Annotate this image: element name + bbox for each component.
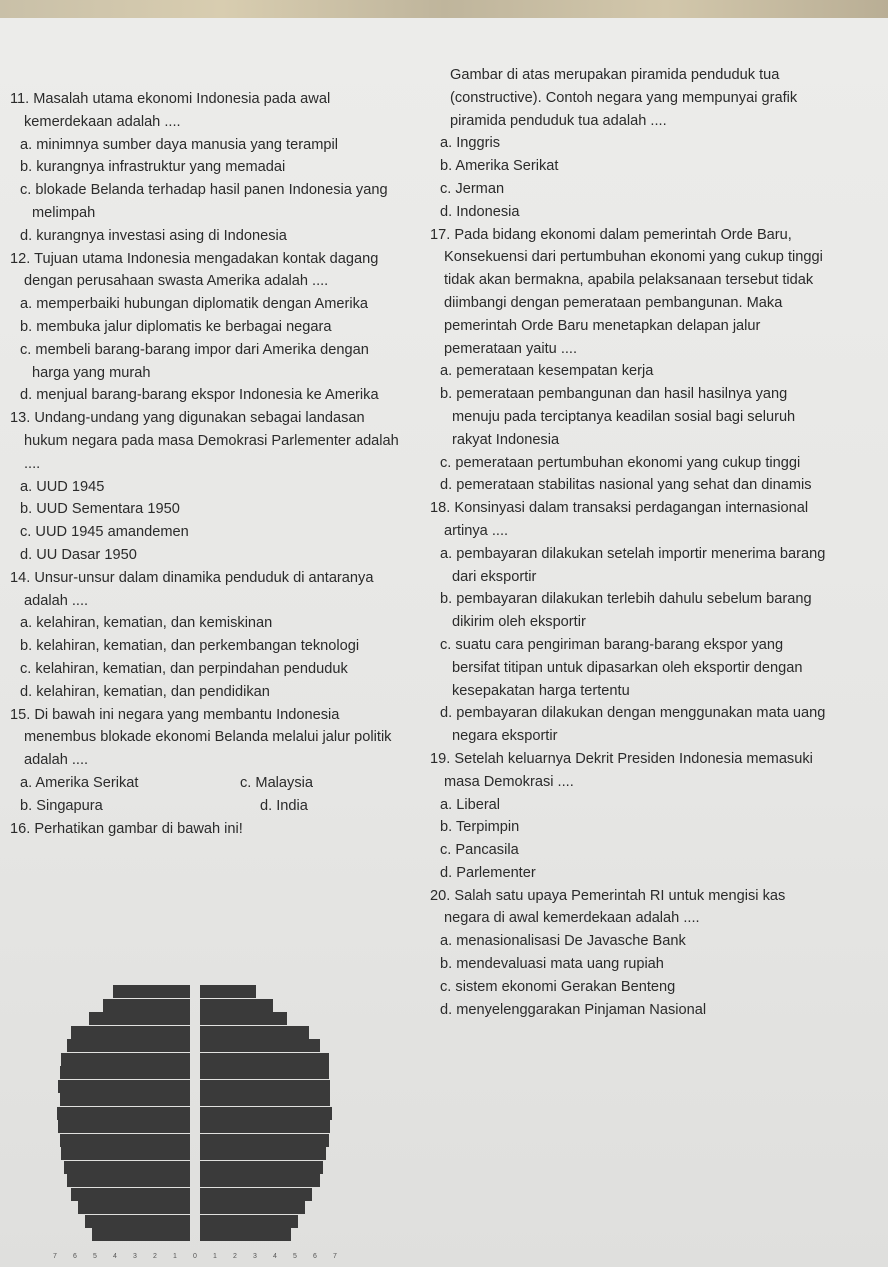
option-c: c. Jerman — [440, 180, 505, 197]
option-a: a. kelahiran, kematian, dan kemiskinan — [20, 615, 273, 632]
pyramid-bar-left — [60, 1134, 190, 1147]
pyramid-x-tick: 3 — [253, 1253, 257, 1260]
pyramid-bar-left — [58, 1120, 190, 1133]
option-b: b. Amerika Serikat — [440, 158, 559, 175]
question-16 — [10, 818, 405, 841]
pyramid-bar-right — [200, 1228, 291, 1241]
pyramid-bar-left — [67, 1174, 190, 1187]
pyramid-bar-left — [113, 985, 190, 998]
option-c: c. sistem ekonomi Gerakan Benteng — [440, 978, 676, 995]
option-c: c. pemerataan pertumbuhan ekonomi yang cukup tinggi — [440, 454, 801, 471]
option-b: b. membuka jalur diplomatis ke berbagai negara — [20, 318, 332, 335]
question-stem: 17. Pada bidang ekonomi dalam pemerintah Orde Baru, Konsekuensi dari pertumbuhan ekonomi yang cukup tinggi tidak akan bermakna, apabila pelaksanaan tersebut tidak diimbangi dengan pemerataan pembangunan. Maka pemerintah Orde Baru menetapkan delapan jalur pemerataan yaitu .... — [430, 226, 823, 357]
question-stem: 18. Konsinyasi dalam transaksi perdagangan internasional artinya .... — [430, 500, 809, 539]
option-c: c. kelahiran, kematian, dan perpindahan penduduk — [20, 660, 348, 677]
pyramid-x-tick: 4 — [273, 1253, 277, 1260]
pyramid-x-tick: 0 — [193, 1253, 197, 1260]
question-stem: 16. Perhatikan gambar di bawah ini! — [10, 820, 243, 837]
option-a: a. pemerataan kesempatan kerja — [440, 363, 654, 380]
right-column — [430, 64, 830, 1021]
option-d: d. pemerataan stabilitas nasional yang sehat dan dinamis — [440, 477, 812, 494]
option-b: b. pembayaran dilakukan terlebih dahulu sebelum barang dikirim oleh eksportir — [440, 591, 812, 631]
option-d: d. Parlementer — [440, 864, 536, 881]
pyramid-bar-right — [200, 999, 273, 1012]
pyramid-bar-left — [58, 1080, 190, 1093]
question-stem: 14. Unsur-unsur dalam dinamika penduduk di antaranya adalah .... — [10, 569, 374, 609]
pyramid-bar-right — [200, 1012, 287, 1025]
option-a: a. minimnya sumber daya manusia yang terampil — [20, 136, 338, 153]
option-c: c. Pancasila — [440, 842, 519, 859]
left-column — [10, 88, 405, 840]
pyramid-bar-right — [200, 1134, 329, 1147]
option-b: b. UUD Sementara 1950 — [20, 501, 180, 518]
pyramid-bar-left — [57, 1107, 190, 1120]
question-19 — [430, 748, 830, 885]
option-a: a. pembayaran dilakukan setelah importir menerima barang dari eksportir — [440, 545, 826, 585]
question-17 — [430, 224, 830, 498]
pyramid-bar-left — [60, 1066, 190, 1079]
pyramid-x-tick: 5 — [93, 1253, 97, 1260]
options-row-1 — [10, 772, 405, 795]
pyramid-bar-right — [200, 1080, 330, 1093]
pyramid-bar-left — [61, 1053, 190, 1066]
question-18 — [430, 497, 830, 748]
pyramid-bar-right — [200, 1093, 330, 1106]
option-a: a. memperbaiki hubungan diplomatik dengan Amerika — [20, 296, 369, 313]
pyramid-bar-right — [200, 1026, 309, 1039]
pyramid-bar-left — [60, 1093, 190, 1106]
pyramid-bar-right — [200, 1201, 305, 1214]
pyramid-bar-left — [61, 1147, 190, 1160]
question-20 — [430, 885, 830, 1022]
question-16-continued — [430, 64, 830, 224]
pyramid-bar-left — [67, 1039, 190, 1052]
option-c: c. blokade Belanda terhadap hasil panen Indonesia yang melimpah — [20, 182, 388, 221]
question-13 — [10, 407, 405, 567]
pyramid-bar-left — [103, 999, 190, 1012]
option-a: a. menasionalisasi De Javasche Bank — [440, 933, 686, 950]
question-stem: 19. Setelah keluarnya Dekrit Presiden Indonesia memasuki masa Demokrasi .... — [430, 750, 813, 790]
option-c: c. UUD 1945 amandemen — [20, 524, 189, 541]
pyramid-bar-left — [89, 1012, 190, 1025]
pyramid-bar-right — [200, 1161, 323, 1174]
question-15 — [10, 704, 405, 818]
option-c: c. suatu cara pengiriman barang-barang ekspor yang bersifat titipan untuk dipasarkan oleh eksportir dengan kesepakatan harga tertentu — [440, 636, 803, 699]
pyramid-x-tick: 6 — [313, 1253, 317, 1260]
pyramid-bar-right — [200, 1188, 312, 1201]
option-d: d. menjual barang-barang ekspor Indonesia ke Amerika — [20, 387, 379, 404]
pyramid-bar-right — [200, 1066, 329, 1079]
pyramid-x-tick: 7 — [53, 1253, 57, 1260]
option-d: d. kurangnya investasi asing di Indonesia — [20, 227, 287, 244]
pyramid-bar-left — [64, 1161, 190, 1174]
pyramid-bar-right — [200, 1120, 330, 1133]
option-b: b. kelahiran, kematian, dan perkembangan teknologi — [20, 638, 360, 655]
pyramid-bar-right — [200, 1039, 320, 1052]
population-pyramid-figure — [30, 985, 425, 1267]
option-b: b. Singapura — [20, 797, 103, 814]
option-b: b. Terpimpin — [440, 819, 520, 836]
pyramid-x-tick: 5 — [293, 1253, 297, 1260]
option-d: d. Indonesia — [440, 203, 520, 220]
pyramid-x-tick: 7 — [333, 1253, 337, 1260]
pyramid-x-tick: 4 — [113, 1253, 117, 1260]
question-14 — [10, 567, 405, 704]
option-a: a. Liberal — [440, 796, 501, 813]
question-stem: 20. Salah satu upaya Pemerintah RI untuk mengisi kas negara di awal kemerdekaan adalah .... — [430, 887, 786, 927]
option-d: d. menyelenggarakan Pinjaman Nasional — [440, 1001, 707, 1018]
option-d: d. UU Dasar 1950 — [20, 546, 137, 563]
options-row-2 — [10, 795, 405, 818]
option-c: c. membeli barang-barang impor dari Amerika dengan harga yang murah — [20, 341, 369, 381]
pyramid-bar-right — [200, 985, 256, 998]
option-b: b. pemerataan pembangunan dan hasil hasilnya yang menuju pada terciptanya keadilan sosial bagi seluruh rakyat Indonesia — [440, 386, 796, 448]
pyramid-bar-left — [71, 1026, 190, 1039]
pyramid-bar-right — [200, 1053, 329, 1066]
question-stem: 13. Undang-undang yang digunakan sebagai landasan hukum negara pada masa Demokrasi Parlementer adalah .... — [10, 410, 399, 472]
option-c: c. Malaysia — [240, 774, 313, 791]
option-d: d. pembayaran dilakukan dengan menggunakan mata uang negara eksportir — [440, 705, 826, 745]
pyramid-x-tick: 6 — [73, 1253, 77, 1260]
option-b: b. kurangnya infrastruktur yang memadai — [20, 159, 286, 176]
option-a: a. Amerika Serikat — [20, 774, 139, 791]
question-stem: Gambar di atas merupakan piramida penduduk tua (constructive). Contoh negara yang mempunyai grafik piramida penduduk tua adalah .... — [450, 67, 798, 129]
question-12 — [10, 248, 405, 408]
pyramid-bar-left — [92, 1228, 190, 1241]
pyramid-x-tick: 3 — [133, 1253, 137, 1260]
pyramid-bar-left — [71, 1188, 190, 1201]
option-b: b. mendevaluasi mata uang rupiah — [440, 956, 664, 973]
question-stem: 15. Di bawah ini negara yang membantu Indonesia menembus blokade ekonomi Belanda melalui jalur politik adalah .... — [10, 706, 392, 769]
pyramid-x-tick: 2 — [233, 1253, 237, 1260]
question-11 — [10, 88, 405, 248]
pyramid-bar-left — [78, 1201, 190, 1214]
pyramid-x-tick: 2 — [153, 1253, 157, 1260]
option-a: a. Inggris — [440, 135, 501, 152]
pyramid-bar-right — [200, 1107, 332, 1120]
question-stem: 11. Masalah utama ekonomi Indonesia pada awal kemerdekaan adalah .... — [10, 91, 331, 130]
pyramid-bar-right — [200, 1174, 320, 1187]
pyramid-bar-left — [85, 1215, 190, 1228]
pyramid-bar-right — [200, 1147, 326, 1160]
pyramid-x-tick: 1 — [213, 1253, 217, 1260]
option-a: a. UUD 1945 — [20, 478, 105, 495]
question-stem: 12. Tujuan utama Indonesia mengadakan kontak dagang dengan perusahaan swasta Amerika adalah .... — [10, 250, 379, 290]
pyramid-bar-right — [200, 1215, 298, 1228]
pyramid-x-tick: 1 — [173, 1253, 177, 1260]
option-d: d. kelahiran, kematian, dan pendidikan — [20, 683, 270, 700]
option-d: d. India — [260, 797, 308, 814]
